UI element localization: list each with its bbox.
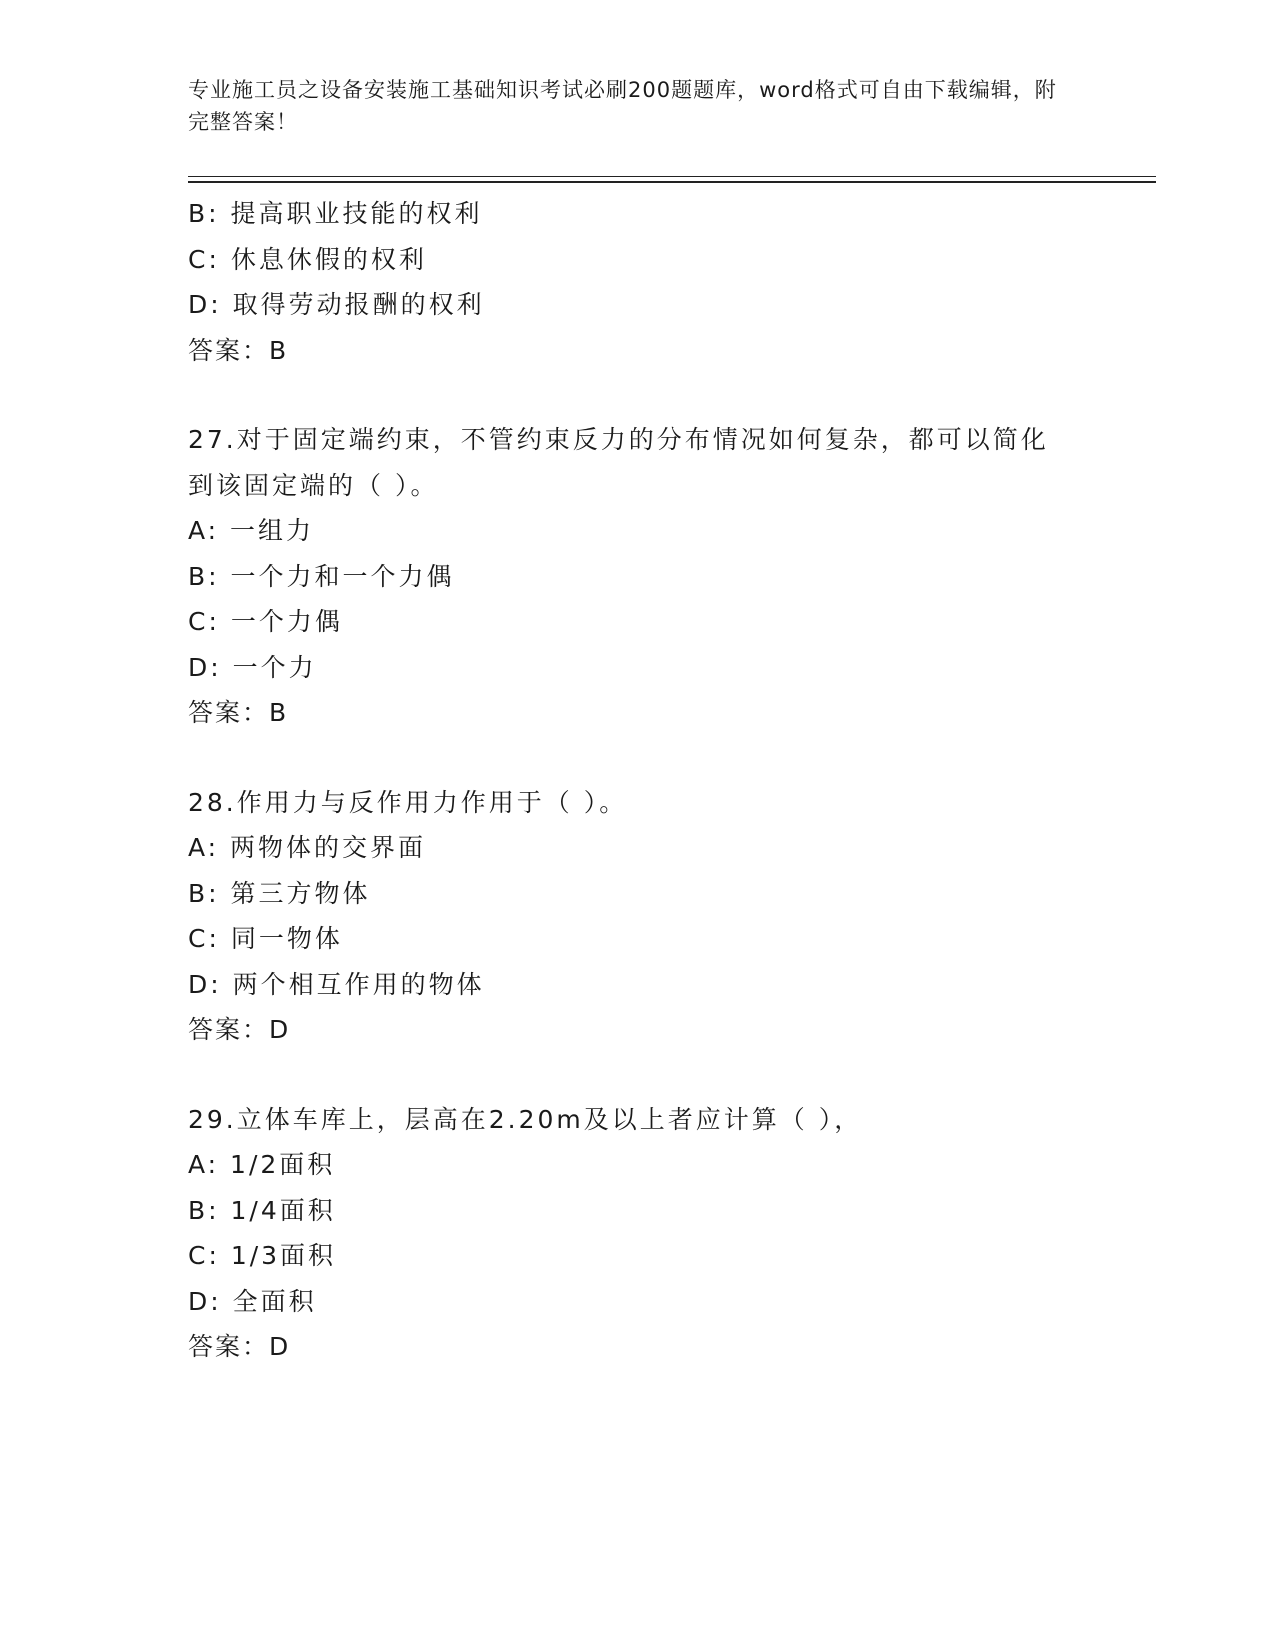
- option-c: C: 一个力偶: [188, 607, 343, 636]
- continued-question: [188, 191, 1088, 373]
- answer: 答案：D: [188, 1332, 291, 1361]
- question-29: [188, 1097, 1088, 1370]
- document-body: [188, 191, 1088, 1370]
- option-b: B: 一个力和一个力偶: [188, 561, 455, 591]
- option-d: D: 全面积: [188, 1286, 317, 1316]
- answer: 答案：D: [188, 1015, 291, 1044]
- option-d: D: 两个相互作用的物体: [188, 969, 485, 999]
- option-c: C: 1/3面积: [188, 1241, 337, 1270]
- question-stem-line: 27.对于固定端约束，不管约束反力的分布情况如何复杂，都可以简化: [188, 425, 1049, 454]
- header-rule-thick: [188, 181, 1156, 183]
- question-28: [188, 780, 1088, 1053]
- option-b: B: 提高职业技能的权利: [188, 199, 483, 228]
- question-stem-line: 29.立体车库上，层高在2.20m及以上者应计算（ ），: [188, 1104, 863, 1134]
- answer: 答案：B: [188, 335, 289, 365]
- option-d: D: 取得劳动报酬的权利: [188, 290, 485, 319]
- option-c: C: 同一物体: [188, 924, 343, 953]
- option-c: C: 休息休假的权利: [188, 244, 427, 274]
- answer: 答案：B: [188, 698, 289, 727]
- question-stem-line: 28.作用力与反作用力作用于（ ）。: [188, 787, 628, 817]
- option-d: D: 一个力: [188, 652, 317, 682]
- header-rule-thin: [188, 176, 1156, 177]
- option-b: B: 第三方物体: [188, 878, 371, 908]
- question-stem-line: 到该固定端的（ ）。: [188, 470, 439, 500]
- option-a: A: 两物体的交界面: [188, 833, 427, 862]
- option-b: B: 1/4面积: [188, 1195, 336, 1225]
- option-a: A: 1/2面积: [188, 1150, 336, 1179]
- header-text: 专业施工员之设备安装施工基础知识考试必刷200题题库，word格式可自由下载编辑，附完整答案！: [188, 78, 1057, 134]
- question-27: [188, 417, 1088, 736]
- document-header: [188, 74, 1068, 138]
- option-a: A: 一组力: [188, 516, 315, 545]
